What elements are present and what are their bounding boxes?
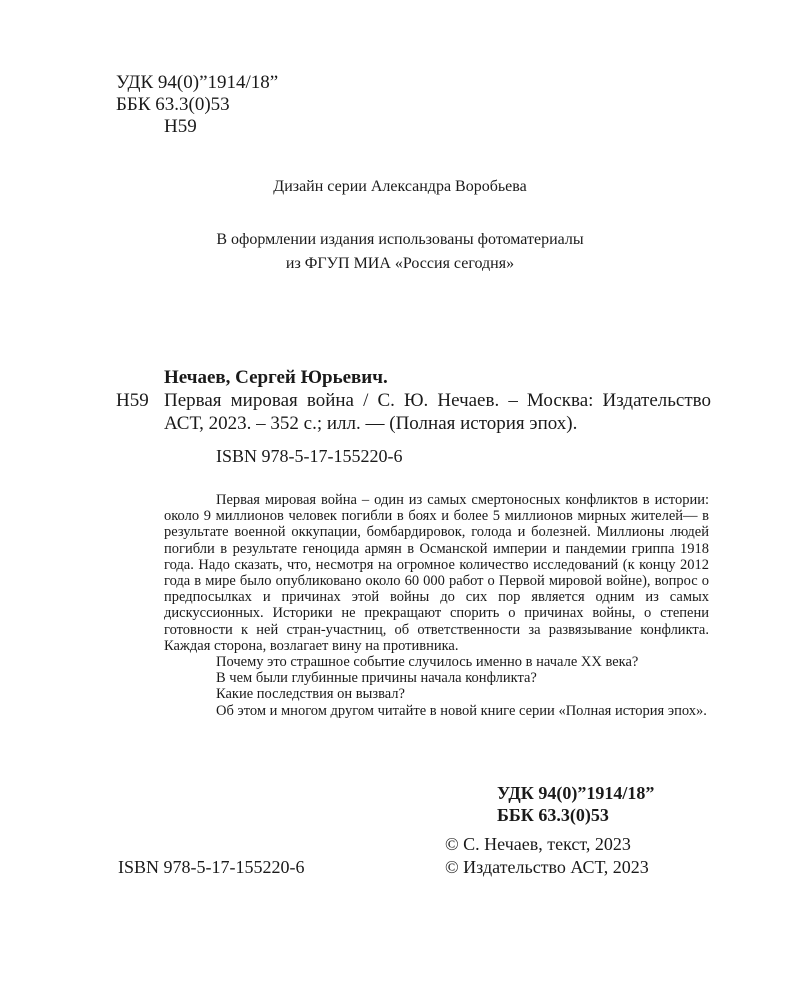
photo-credit <box>0 228 800 276</box>
author-mark: Н59 <box>164 116 197 137</box>
footer-classification <box>497 782 654 826</box>
photo-credit-line-2: из ФГУП МИА «Россия сегодня» <box>285 255 515 272</box>
record-author-mark: Н59 <box>116 390 149 411</box>
classification-header <box>116 72 278 138</box>
bibliographic-record <box>116 366 711 468</box>
record-entry <box>116 389 711 435</box>
annotation <box>164 492 709 719</box>
bbk-code: ББК 63.3(0)53 <box>116 94 230 115</box>
copyright-notices <box>445 833 649 879</box>
footer-isbn: ISBN 978-5-17-155220-6 <box>118 857 305 877</box>
copyright-publisher: © Издательство АСТ, 2023 <box>445 857 649 877</box>
footer-bbk-code: ББК 63.3(0)53 <box>497 805 609 825</box>
annotation-paragraph: Первая мировая война – один из самых смертоносных конфликтов в истории: около 9 миллионов человек погибли в боях и более 5 миллионов мирных жителей— в результате военной оккупации, бомбардировок, голода и болезней. Миллионы людей погибли в результате геноцида армян в Османской империи и пандемии гриппа 1918 года. Надо сказать, что, несмотря на огромное количество исследований (к концу 2012 года в мире было опубликовано около 60 000 работ о Первой мировой войне), вопрос о предпосылках и причинах этой войны до сих пор является одним из самых дискуссионных. Историки не прекращают спорить о причинах войны, о степени готовности к ней стран-участниц, об ответственности за развязывание конфликта. Каждая сторона, возлагает вину на противника. <box>164 492 709 654</box>
annotation-paragraph: Об этом и многом другом читайте в новой книге серии «Полная история эпох». <box>216 702 707 719</box>
photo-credit-line-1: В оформлении издания использованы фотоматериалы <box>216 231 584 248</box>
annotation-paragraph: В чем были глубинные причины начала конфликта? <box>216 670 537 687</box>
design-credit: Дизайн серии Александра Воробьева <box>273 178 527 195</box>
record-entry-text: Первая мировая война / С. Ю. Нечаев. – Москва: Издательство АСТ, 2023. – 352 с.; илл. — (Полная история эпох). <box>164 390 711 434</box>
record-isbn: ISBN 978-5-17-155220-6 <box>216 446 403 466</box>
annotation-paragraph: Какие последствия он вызвал? <box>216 686 405 703</box>
udk-code: УДК 94(0)”1914/18” <box>116 72 279 93</box>
footer-udk-code: УДК 94(0)”1914/18” <box>497 783 655 803</box>
annotation-paragraph: Почему это страшное событие случилось именно в начале XX века? <box>216 654 639 671</box>
copyright-author: © С. Нечаев, текст, 2023 <box>445 834 631 854</box>
record-author: Нечаев, Сергей Юрьевич. <box>164 367 388 388</box>
